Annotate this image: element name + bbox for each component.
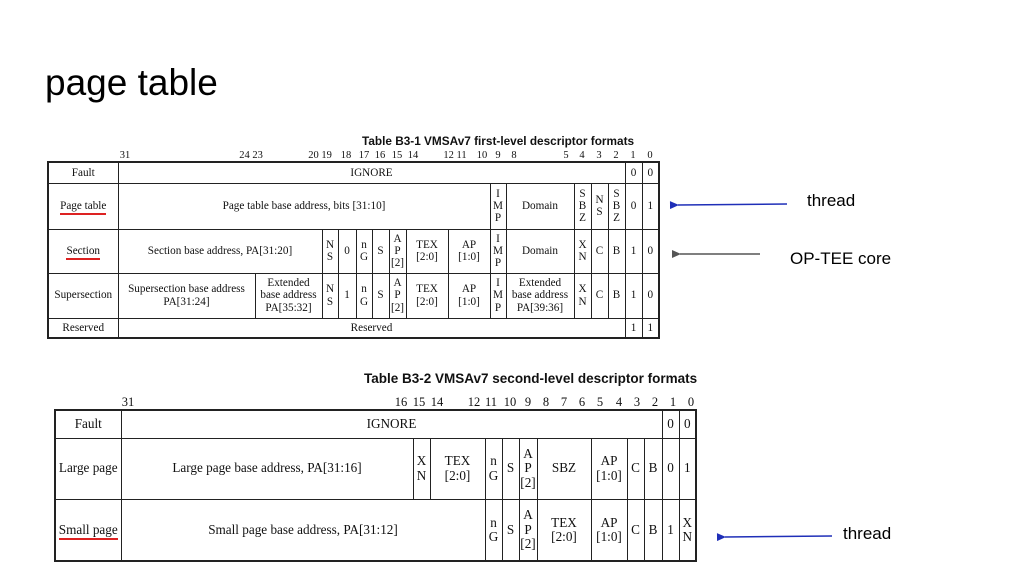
row-label-fault: Fault <box>48 162 118 183</box>
bit-0-cell: 0 <box>679 410 696 438</box>
ap-field: AP [1:0] <box>591 438 627 499</box>
b-field: B <box>644 438 662 499</box>
row-label-page-table: Page table <box>48 183 118 229</box>
bit-label: 20 19 <box>308 150 332 161</box>
tex-field: TEX [2:0] <box>430 438 485 499</box>
extended-base-field: Extended base address PA[35:32] <box>255 273 322 318</box>
bit-0-cell: 1 <box>642 183 659 229</box>
c-field: C <box>627 438 644 499</box>
bit-label: 24 23 <box>239 150 263 161</box>
reserved-field: Reserved <box>118 318 625 338</box>
bit-label: 5 <box>596 395 604 409</box>
bit-label: 8 <box>511 150 517 161</box>
c-field: C <box>591 229 608 273</box>
ns-field: N S <box>591 183 608 229</box>
bit-label: 4 <box>615 395 623 409</box>
imp-field: I M P <box>490 273 506 318</box>
c-field: C <box>591 273 608 318</box>
c-field: C <box>627 499 644 561</box>
ap2-field: A P [2] <box>389 229 406 273</box>
s-field: S <box>372 229 389 273</box>
bit-label: 1 <box>630 150 636 161</box>
bit-label: 2 <box>651 395 659 409</box>
bit-label: 10 <box>476 150 488 161</box>
bit-1-cell: 0 <box>625 162 642 183</box>
bit-label: 2 <box>613 150 619 161</box>
section-base-field: Section base address, PA[31:20] <box>118 229 322 273</box>
table1-title: Table B3-1 VMSAv7 first-level descriptor formats <box>362 134 635 148</box>
extended-base-field-2: Extended base address PA[39:36] <box>506 273 574 318</box>
slide-title: page table <box>45 62 218 103</box>
row-label-fault: Fault <box>55 410 121 438</box>
bit-label: 12 11 <box>443 150 467 161</box>
supersection-base-field: Supersection base address PA[31:24] <box>118 273 255 318</box>
tex-field: TEX [2:0] <box>537 499 591 561</box>
ap-field: AP [1:0] <box>448 229 490 273</box>
row-label-section: Section <box>48 229 118 273</box>
bit-label: 15 <box>412 395 426 409</box>
ap2-field: A P [2] <box>389 273 406 318</box>
bit-1-cell: 0 <box>625 183 642 229</box>
imp-field: I M P <box>490 229 506 273</box>
s-field: S <box>372 273 389 318</box>
bit-1-cell: 1 <box>625 229 642 273</box>
bit-label: 3 <box>596 150 602 161</box>
ng-field: n G <box>485 499 502 561</box>
bit-1-cell: 0 <box>662 410 679 438</box>
bit-label: 3 <box>633 395 641 409</box>
bit-label: 16 <box>394 395 408 409</box>
xn-field: X N <box>679 499 696 561</box>
bit-label: 0 <box>647 150 653 161</box>
bit-label: 6 <box>578 395 586 409</box>
bit-0-cell: 0 <box>642 162 659 183</box>
one-bit-field: 1 <box>338 273 356 318</box>
ignore-field: IGNORE <box>118 162 625 183</box>
bit-label: 17 <box>358 150 370 161</box>
bit-label: 31 <box>119 150 131 161</box>
ns-field: N S <box>322 229 338 273</box>
page-table-base-field: Page table base address, bits [31:10] <box>118 183 490 229</box>
bit-label: 8 <box>542 395 550 409</box>
small-page-base-field: Small page base address, PA[31:12] <box>121 499 485 561</box>
bit-1-cell: 0 <box>662 438 679 499</box>
tex-field: TEX [2:0] <box>406 229 448 273</box>
row-label-small-page: Small page <box>55 499 121 561</box>
bit-1-cell: 1 <box>625 318 642 338</box>
row-label-reserved: Reserved <box>48 318 118 338</box>
bit-label: 9 <box>524 395 532 409</box>
bit-label: 10 <box>503 395 517 409</box>
bit-0-cell: 1 <box>679 438 696 499</box>
large-page-base-field: Large page base address, PA[31:16] <box>121 438 413 499</box>
s-field: S <box>502 438 519 499</box>
domain-field: Domain <box>506 229 574 273</box>
bit-label: 7 <box>560 395 568 409</box>
b-field: B <box>608 273 625 318</box>
bit-0-cell: 1 <box>642 318 659 338</box>
bit-label: 15 <box>391 150 403 161</box>
bit-label: 14 <box>407 150 419 161</box>
bit-label: 14 <box>430 395 444 409</box>
ap-field: AP [1:0] <box>591 499 627 561</box>
bit-label: 16 <box>374 150 386 161</box>
xn-field: X N <box>413 438 430 499</box>
domain-field: Domain <box>506 183 574 229</box>
ap2-field: A P [2] <box>519 499 537 561</box>
annotation-optee-core: OP-TEE core <box>790 249 892 268</box>
ng-field: n G <box>485 438 502 499</box>
row-label-supersection: Supersection <box>48 273 118 318</box>
arrow-thread-page-table <box>678 204 787 205</box>
table2-title: Table B3-2 VMSAv7 second-level descriptor formats <box>364 371 698 386</box>
bit-0-cell: 0 <box>642 229 659 273</box>
ignore-field: IGNORE <box>121 410 662 438</box>
bit-label: 4 <box>579 150 585 161</box>
b-field: B <box>608 229 625 273</box>
bit-label: 9 <box>495 150 501 161</box>
annotation-thread-1: thread <box>807 191 856 210</box>
bit-1-cell: 1 <box>625 273 642 318</box>
sbz-field: SBZ <box>537 438 591 499</box>
bit-label: 12 <box>467 395 481 409</box>
bit-label: 5 <box>563 150 569 161</box>
s-field: S <box>502 499 519 561</box>
sbz-field: S B Z <box>608 183 625 229</box>
row-label-large-page: Large page <box>55 438 121 499</box>
b-field: B <box>644 499 662 561</box>
tex-field: TEX [2:0] <box>406 273 448 318</box>
arrow-thread-small-page <box>725 536 832 537</box>
sbz-field: S B Z <box>574 183 591 229</box>
ns-field: N S <box>322 273 338 318</box>
zero-bit-field: 0 <box>338 229 356 273</box>
ap-field: AP [1:0] <box>448 273 490 318</box>
bit-label: 11 <box>484 395 498 409</box>
bit-label: 0 <box>687 395 695 409</box>
bit-label: 1 <box>669 395 677 409</box>
bit-0-cell: 0 <box>642 273 659 318</box>
xn-field: X N <box>574 273 591 318</box>
imp-field: I M P <box>490 183 506 229</box>
ng-field: n G <box>356 273 372 318</box>
xn-field: X N <box>574 229 591 273</box>
bit-label: 18 <box>340 150 352 161</box>
ng-field: n G <box>356 229 372 273</box>
bit-label: 31 <box>121 395 135 409</box>
one-bit-field: 1 <box>662 499 679 561</box>
annotation-thread-2: thread <box>843 524 892 543</box>
ap2-field: A P [2] <box>519 438 537 499</box>
